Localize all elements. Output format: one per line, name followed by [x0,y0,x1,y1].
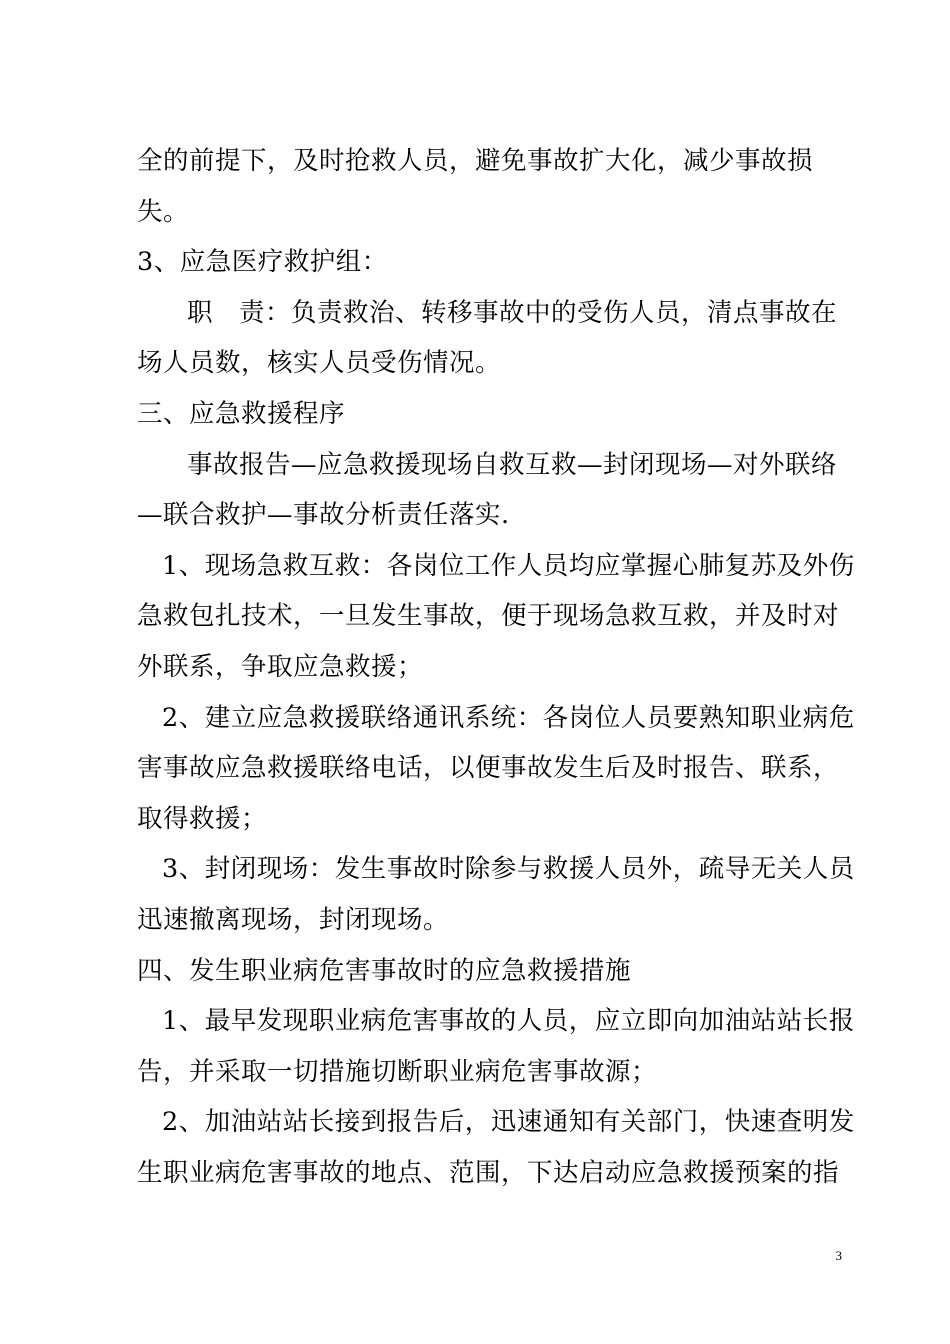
text-line: 场人员数，核实人员受伤情况。 [137,348,502,379]
text-line: 迅速撤离现场，封闭现场。 [137,904,450,935]
document-body [137,136,855,1198]
section-heading: 四、发生职业病危害事故时的应急救援措施 [137,955,632,986]
section-heading: 3、应急医疗救护组： [137,247,388,278]
section-heading: 三、应急救援程序 [137,398,346,429]
text-line: —联合救护—事故分析责任落实. [137,500,510,531]
text-line: 取得救援； [137,803,268,834]
text-line: 生职业病危害事故的地点、范围，下达启动应急救援预案的指 [137,1157,840,1188]
text-line: 外联系，争取应急救援； [137,651,424,682]
page-number: 3 [835,1248,842,1263]
text-line: 2、建立应急救援联络通讯系统：各岗位人员要熟知职业病危 [162,702,855,733]
text-line: 1、最早发现职业病危害事故的人员，应立即向加油站站长报 [162,1006,855,1037]
text-line: 事故报告—应急救援现场自救互救—封闭现场—对外联络 [187,449,838,480]
text-line: 职 责：负责救治、转移事故中的受伤人员，清点事故在 [187,297,838,328]
text-line: 告，并采取一切措施切断职业病危害事故源； [137,1056,658,1087]
text-line: 急救包扎技术，一旦发生事故，便于现场急救互救，并及时对 [137,601,840,632]
text-line: 3、封闭现场：发生事故时除参与救援人员外，疏导无关人员 [162,854,855,885]
text-line: 害事故应急救援联络电话，以便事故发生后及时报告、联系， [137,753,840,784]
text-line: 1、现场急救互救：各岗位工作人员均应掌握心肺复苏及外伤 [162,550,855,581]
text-line: 失。 [137,196,190,227]
text-line: 全的前提下，及时抢救人员，避免事故扩大化，减少事故损 [137,146,814,176]
text-line: 2、加油站站长接到报告后，迅速通知有关部门，快速查明发 [162,1107,855,1138]
